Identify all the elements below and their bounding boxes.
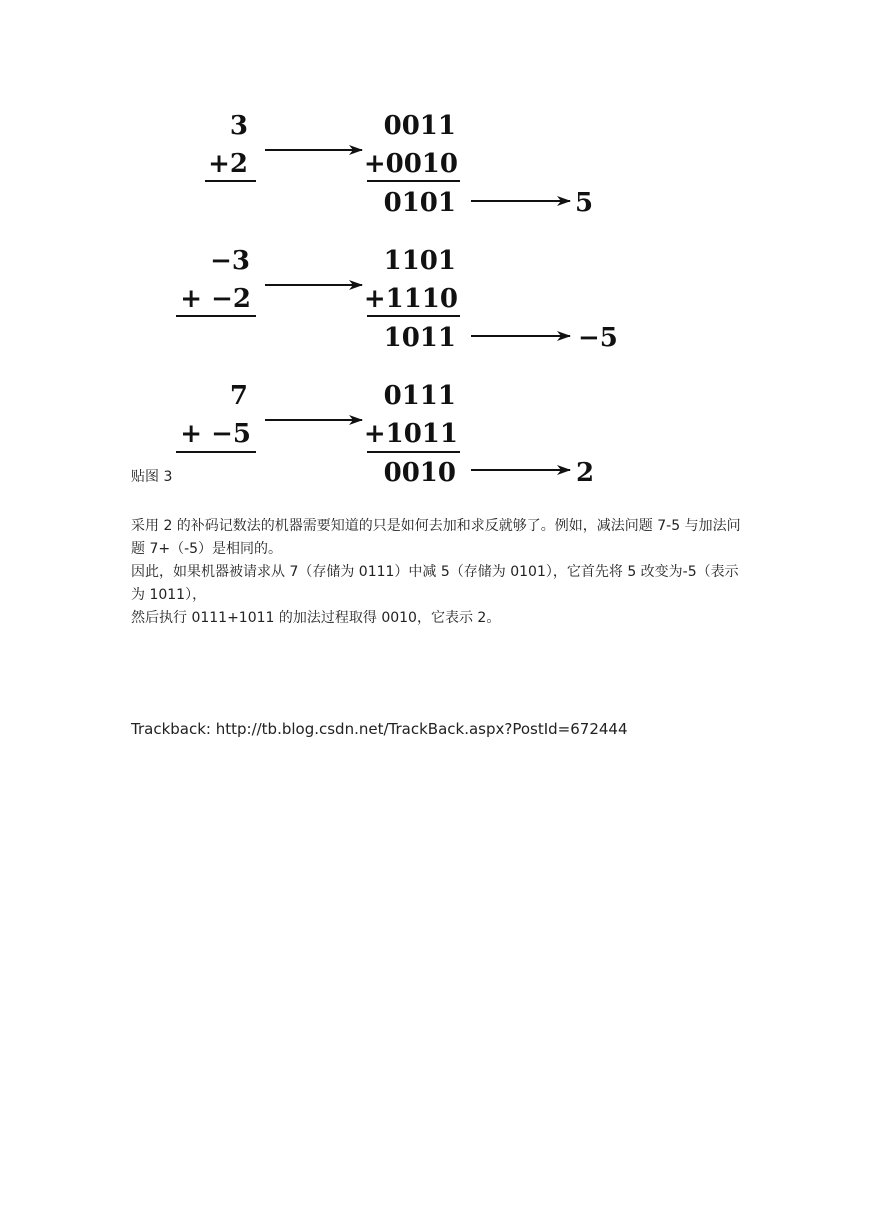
example-1-binary-sum: 0101 bbox=[383, 188, 456, 218]
example-2-operand-a: −3 bbox=[210, 246, 250, 276]
example-3-binary-a: 0111 bbox=[383, 381, 456, 411]
example-1-binary-a: 0011 bbox=[383, 111, 456, 141]
example-1-operand-a: 3 bbox=[229, 111, 248, 141]
example-2-binary-sum: 1011 bbox=[383, 323, 456, 353]
paragraph-3: 然后执行 0111+1011 的加法过程取得 0010，它表示 2。 bbox=[131, 610, 501, 626]
figure-caption: 贴图 3 bbox=[131, 469, 173, 485]
example-3-operand-a: 7 bbox=[229, 381, 248, 411]
example-3-result: 2 bbox=[576, 458, 595, 488]
example-3-binary-b: +1011 bbox=[363, 419, 458, 449]
trackback-link[interactable]: Trackback: http://tb.blog.csdn.net/TrackBack.aspx?PostId=672444 bbox=[131, 720, 628, 738]
paragraph-2: 因此，如果机器被请求从 7（存储为 0111）中减 5（存储为 0101），它首先将 5 改变为-5（表示为 1011）， bbox=[131, 564, 739, 603]
example-1-binary-b: +0010 bbox=[363, 149, 458, 179]
example-2-operand-b: + −2 bbox=[180, 284, 251, 314]
complement-addition-figure bbox=[0, 0, 869, 500]
example-1-result: 5 bbox=[575, 188, 594, 218]
example-1 bbox=[205, 111, 593, 218]
example-3-binary-sum: 0010 bbox=[383, 458, 456, 488]
example-2-binary-b: +1110 bbox=[363, 284, 458, 314]
example-2-result: −5 bbox=[578, 323, 618, 353]
example-3-operand-b: + −5 bbox=[180, 419, 251, 449]
example-2 bbox=[176, 246, 618, 353]
example-1-operand-b: +2 bbox=[208, 149, 248, 179]
paragraph-1: 采用 2 的补码记数法的机器需要知道的只是如何去加和求反就够了。例如，减法问题 7-5 与加法问题 7+（-5）是相同的。 bbox=[131, 518, 741, 557]
example-3 bbox=[176, 381, 594, 488]
example-2-binary-a: 1101 bbox=[383, 246, 456, 276]
